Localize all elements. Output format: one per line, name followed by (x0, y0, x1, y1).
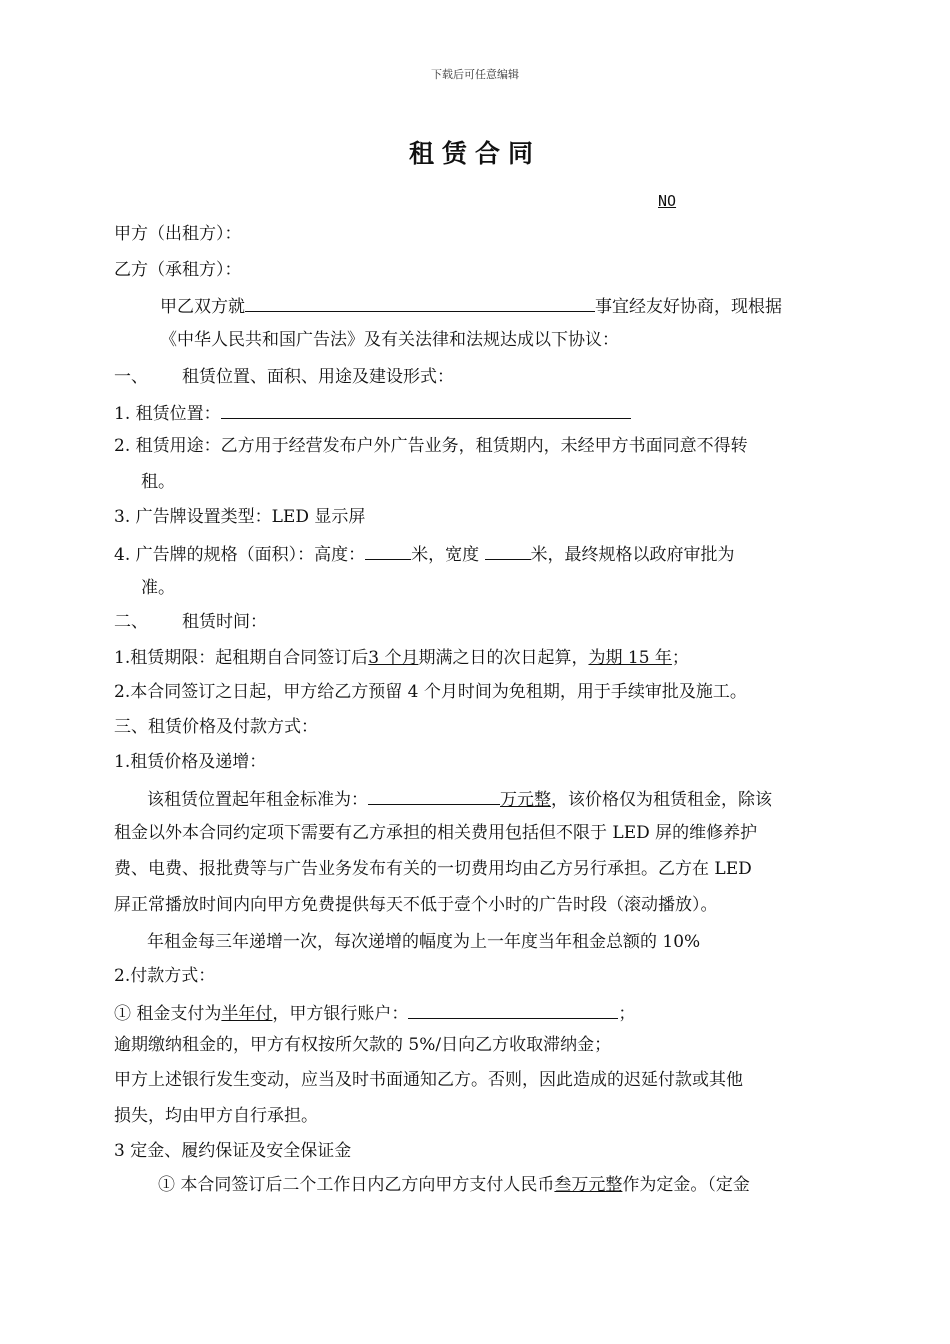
rent-free-line: 2.本合同签订之日起，甲方给乙方预留 4 个月时间为免租期，用于手续审批及施工。 (114, 682, 747, 702)
section1-title: 租赁位置、面积、用途及建设形式： (182, 367, 454, 387)
contract-number-label: NO (658, 192, 677, 210)
intro-suffix: 事宜经友好协商，现根据 (595, 297, 782, 317)
deposit-subheading: 3 定金、履约保证及安全保证金 (114, 1141, 352, 1161)
bank-change-line-1: 甲方上述银行发生变动，应当及时书面通知乙方。否则，因此造成的迟延付款或其他 (114, 1070, 743, 1090)
intro-line-2: 《中华人民共和国广告法》及有关法律和法规达成以下协议： (160, 330, 619, 350)
lease-term-prefix: 1.租赁期限：起租期自合同签订后 (114, 648, 369, 668)
size-width-label: 米，宽度 (411, 545, 485, 565)
section2-heading (114, 610, 267, 634)
lease-use-line-1: 2. 租赁用途：乙方用于经营发布户外广告业务，租赁期内，未经甲方书面同意不得转 (114, 436, 748, 456)
billboard-size-line-1 (114, 540, 735, 567)
annual-rent-line-4: 屏正常播放时间内向甲方免费提供每天不低于壹个小时的广告时段（滚动播放）。 (114, 895, 718, 915)
payment-end: ； (618, 1004, 636, 1024)
deposit-amount: 叁万元整 (554, 1175, 623, 1195)
annual-rent-line-3: 费、电费、报批费等与广告业务发布有关的一切费用均由乙方另行承担。乙方在 LED (114, 859, 752, 879)
blank-width (485, 540, 531, 560)
bank-change-line-2: 损失，均由甲方自行承担。 (114, 1106, 318, 1126)
bank-account-label: ，甲方银行账户： (272, 1004, 409, 1024)
party-b-line: 乙方（承租方）： (114, 260, 242, 280)
blank-location (221, 399, 631, 419)
lease-use-line-2: 租。 (141, 472, 175, 492)
rent-increase-line: 年租金每三年递增一次，每次递增的幅度为上一年度当年租金总额的 10% (147, 932, 701, 952)
deposit-suffix: 作为定金。（定金 (622, 1175, 750, 1195)
section1-number: 一、 (114, 367, 148, 387)
payment-method-line (114, 999, 635, 1026)
party-a-line: 甲方（出租方）： (114, 224, 242, 244)
intro-prefix: 甲乙双方就 (160, 297, 245, 317)
blank-matter (245, 292, 595, 312)
payment-prefix: ① 租金支付为 (114, 1004, 222, 1024)
blank-rent-amount (368, 785, 500, 805)
lease-location-line (114, 399, 631, 426)
deposit-prefix: ① 本合同签订后二个工作日内乙方向甲方支付人民币 (158, 1175, 555, 1195)
billboard-type-line: 3. 广告牌设置类型：LED 显示屏 (114, 507, 366, 527)
section1-heading (114, 365, 454, 389)
lease-term-years: 为期 15 年 (588, 648, 672, 668)
lease-term-line (114, 646, 689, 670)
price-subheading: 1.租赁价格及递增： (114, 752, 267, 772)
size-label: 4. 广告牌的规格（面积）：高度： (114, 545, 366, 565)
section2-title: 租赁时间： (182, 612, 267, 632)
section2-number: 二、 (114, 612, 148, 632)
deposit-line (158, 1173, 750, 1197)
billboard-size-line-2: 准。 (141, 578, 175, 598)
blank-bank-account (408, 999, 618, 1019)
late-fee-line: 逾期缴纳租金的，甲方有权按所欠款的 5%/日向乙方收取滞纳金； (114, 1035, 612, 1055)
annual-rent-line-1 (147, 785, 772, 812)
size-final: 米，最终规格以政府审批为 (530, 545, 735, 565)
annual-rent-prefix: 该租赁位置起年租金标准为： (147, 790, 368, 810)
payment-frequency: 半年付 (221, 1004, 273, 1024)
lease-term-months: 3 个月 (368, 648, 419, 668)
annual-rent-suffix: ，该价格仅为租赁租金，除该 (551, 790, 772, 810)
blank-height (365, 540, 411, 560)
payment-subheading: 2.付款方式： (114, 966, 216, 986)
document-title: 租赁合同 (408, 139, 541, 168)
header-note: 下载后可任意编辑 (431, 68, 519, 81)
lease-location-label: 1. 租赁位置： (114, 404, 221, 424)
section3-heading: 三、租赁价格及付款方式： (114, 717, 318, 737)
intro-line-1 (160, 292, 782, 319)
lease-term-middle: 期满之日的次日起算， (418, 648, 589, 668)
annual-rent-unit: 万元整 (500, 790, 551, 810)
lease-term-end: ； (671, 648, 689, 668)
annual-rent-line-2: 租金以外本合同约定项下需要有乙方承担的相关费用包括但不限于 LED 屏的维修养护 (114, 823, 758, 843)
